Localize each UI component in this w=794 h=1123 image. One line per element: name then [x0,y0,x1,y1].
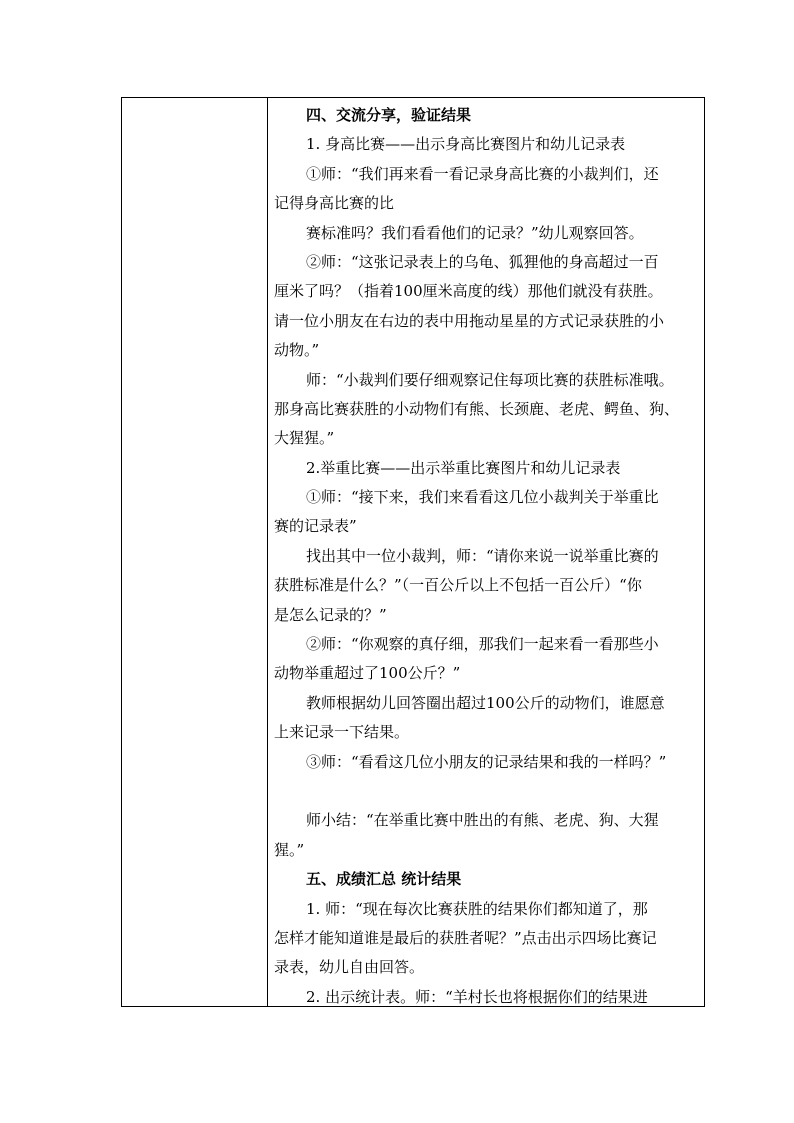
paragraph-line: ①师：“接下来，我们来看看这几位小裁判关于举重比 [306,488,659,507]
paragraph-line: 猩。” [274,840,305,859]
paragraph-line: 获胜标准是什么？”（一百公斤以上不包括一百公斤）“你 [274,576,642,595]
paragraph-line: 2. 出示统计表。师：“羊村长也将根据你们的结果进 [306,987,648,1006]
paragraph-line: 怎样才能知道谁是最后的获胜者呢？”点击出示四场比赛记 [274,928,657,947]
paragraph-line: 赛的记录表” [274,517,357,536]
paragraph-line: 上来记录一下结果。 [274,723,410,742]
paragraph-line: 1. 师：“现在每次比赛获胜的结果你们都知道了，那 [306,899,648,918]
paragraph-line: 找出其中一位小裁判，师：“请你来说一说举重比赛的 [306,546,659,565]
paragraph-line: 厘米了吗？（指着100厘米高度的线）那他们就没有获胜。 [274,282,663,301]
paragraph-line: ②师：“你观察的真仔细，那我们一起来看一看那些小 [306,635,659,654]
lesson-table [121,97,705,1007]
blank-line [274,777,700,806]
paragraph-line: 大猩猩。” [274,429,335,448]
paragraph-line: 教师根据幼儿回答圈出超过100公斤的动物们，谁愿意 [306,693,665,712]
paragraph-line: 师小结：“在举重比赛中胜出的有熊、老虎、狗、大猩 [306,811,659,830]
lesson-content [268,98,704,1006]
paragraph-line: 动物举重超过了100公斤？” [274,664,461,683]
paragraph-line: 师：“小裁判们要仔细观察记住每项比赛的获胜标准哦。 [306,370,674,389]
table-row [122,98,705,1007]
paragraph-line: 那身高比赛获胜的小动物们有熊、长颈鹿、老虎、鳄鱼、狗、 [274,399,680,418]
left-column-cell [122,98,268,1007]
section-heading-5: 五、成绩汇总 统计结果 [306,870,462,889]
subsection-height-contest: 1. 身高比赛——出示身高比赛图片和幼儿记录表 [306,135,626,154]
paragraph-line: ③师：“看看这几位小朋友的记录结果和我的一样吗？” [306,752,667,771]
subsection-weightlifting-contest: 2.举重比赛——出示举重比赛图片和幼儿记录表 [306,458,621,477]
paragraph-line: 请一位小朋友在右边的表中用拖动星星的方式记录获胜的小 [274,311,665,330]
paragraph-line: 是怎么记录的？” [274,605,387,624]
paragraph-line: ①师：“我们再来看一看记录身高比赛的小裁判们，还 [306,164,659,183]
right-column-cell [268,98,705,1007]
paragraph-line: ②师：“这张记录表上的乌龟、狐狸他的身高超过一百 [306,252,659,271]
paragraph-line: 记得身高比赛的比 [274,194,395,213]
section-heading-4: 四、交流分享，验证结果 [306,106,472,124]
paragraph-line: 赛标准吗？我们看看他们的记录？”幼儿观察回答。 [306,223,644,242]
paragraph-line: 录表，幼儿自由回答。 [274,958,425,977]
paragraph-line: 动物。” [274,341,320,360]
